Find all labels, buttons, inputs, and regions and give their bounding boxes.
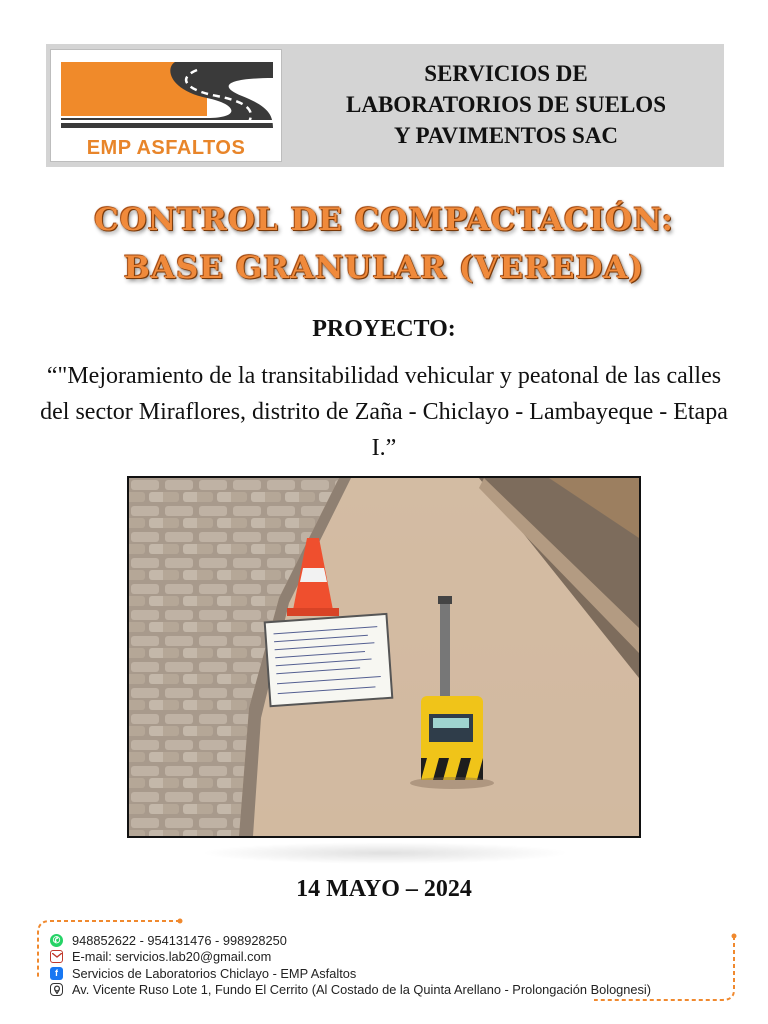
contact-list — [50, 932, 651, 998]
street-address: Av. Vicente Ruso Lote 1, Fundo El Cerrito (Al Costado de la Quinta Arellano - Prolongación Bolognesi) — [72, 982, 652, 997]
photo-shadow — [200, 842, 570, 864]
contact-phone — [50, 932, 651, 948]
header-banner — [46, 44, 724, 167]
whatsapp-icon: ✆ — [50, 934, 63, 947]
project-label: PROYECTO: — [312, 316, 456, 342]
location-icon — [50, 983, 63, 996]
company-name-line2: LABORATORIOS DE SUELOS — [346, 92, 666, 117]
mail-icon — [50, 950, 63, 963]
project-description: “"Mejoramiento de la transitabilidad vehicular y peatonal de las calles del sector Miraflores, distrito de Zaña - Chiclayo - Lambayeque - Etapa I.” — [40, 363, 728, 461]
contact-footer — [34, 918, 738, 1004]
contact-facebook — [50, 965, 651, 981]
road-logo-graphic — [57, 56, 277, 134]
title-line1: CONTROL DE COMPACTACIÓN: — [94, 202, 674, 238]
email-address: E-mail: servicios.lab20@gmail.com — [72, 949, 272, 964]
facebook-icon: f — [50, 967, 63, 980]
report-date: 14 MAYO – 2024 — [296, 876, 472, 902]
title-line2: BASE GRANULAR (VEREDA) — [123, 250, 645, 286]
site-photo — [127, 476, 641, 838]
company-name — [296, 58, 716, 151]
company-logo — [50, 49, 282, 162]
company-name-line1: SERVICIOS DE — [424, 61, 588, 86]
contact-email — [50, 949, 651, 965]
company-name-line3: Y PAVIMENTOS SAC — [393, 123, 619, 148]
facebook-page: Servicios de Laboratorios Chiclayo - EMP Asfaltos — [72, 965, 357, 981]
phone-numbers: 948852622 - 954131476 - 998928250 — [72, 932, 287, 948]
contact-address — [50, 982, 651, 998]
logo-text: EMP ASFALTOS — [86, 137, 246, 159]
document-title — [0, 196, 768, 292]
